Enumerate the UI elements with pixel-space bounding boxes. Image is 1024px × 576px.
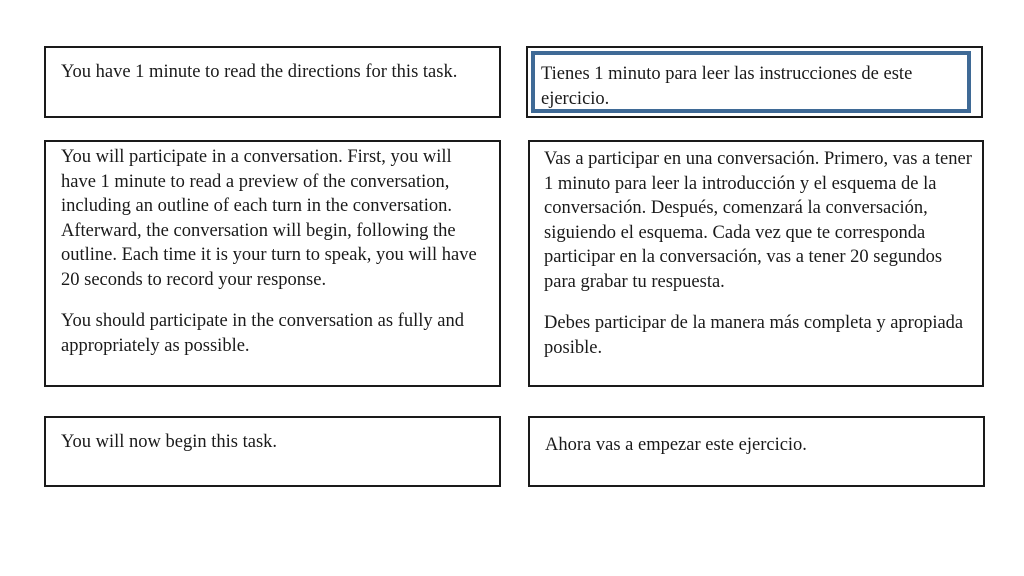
spanish-time-notice-text: Tienes 1 minuto para leer las instrucciones de este ejercicio. [541,64,913,109]
english-instructions-paragraph-1: You will participate in a conversation. First, you will have 1 minute to read a preview of the conversation, including an outline of each turn in the conversation. Afterward, the conversation will begin, following the outline. Each time it is your turn to speak, you will have 20 seconds to record your response. [61,147,477,290]
spanish-begin-notice-text: Ahora vas a empezar este ejercicio. [545,435,807,455]
english-time-notice-text: You have 1 minute to read the directions for this task. [61,62,458,82]
english-time-notice-box [44,46,501,118]
english-begin-notice-box [44,416,501,487]
spanish-instructions-paragraph-2: Debes participar de la manera más completa y apropiada posible. [544,313,964,358]
spanish-instructions-paragraph-1: Vas a participar en una conversación. Primero, vas a tener 1 minuto para leer la introducción y el esquema de la conversación. Después, comenzará la conversación, siguiendo el esquema. Cada vez que te corresponda participar en la conversación, vas a tener 20 segundos para grabar tu respuesta. [544,149,972,292]
spanish-instructions-box [528,140,984,387]
english-instructions-paragraph-2: You should participate in the conversation as fully and appropriately as possible. [61,311,464,356]
english-instructions-box [44,140,501,387]
spanish-time-notice-box [526,46,983,118]
spanish-begin-notice-box [528,416,985,487]
spanish-time-notice-highlight[interactable] [531,51,971,113]
english-begin-notice-text: You will now begin this task. [61,432,278,452]
